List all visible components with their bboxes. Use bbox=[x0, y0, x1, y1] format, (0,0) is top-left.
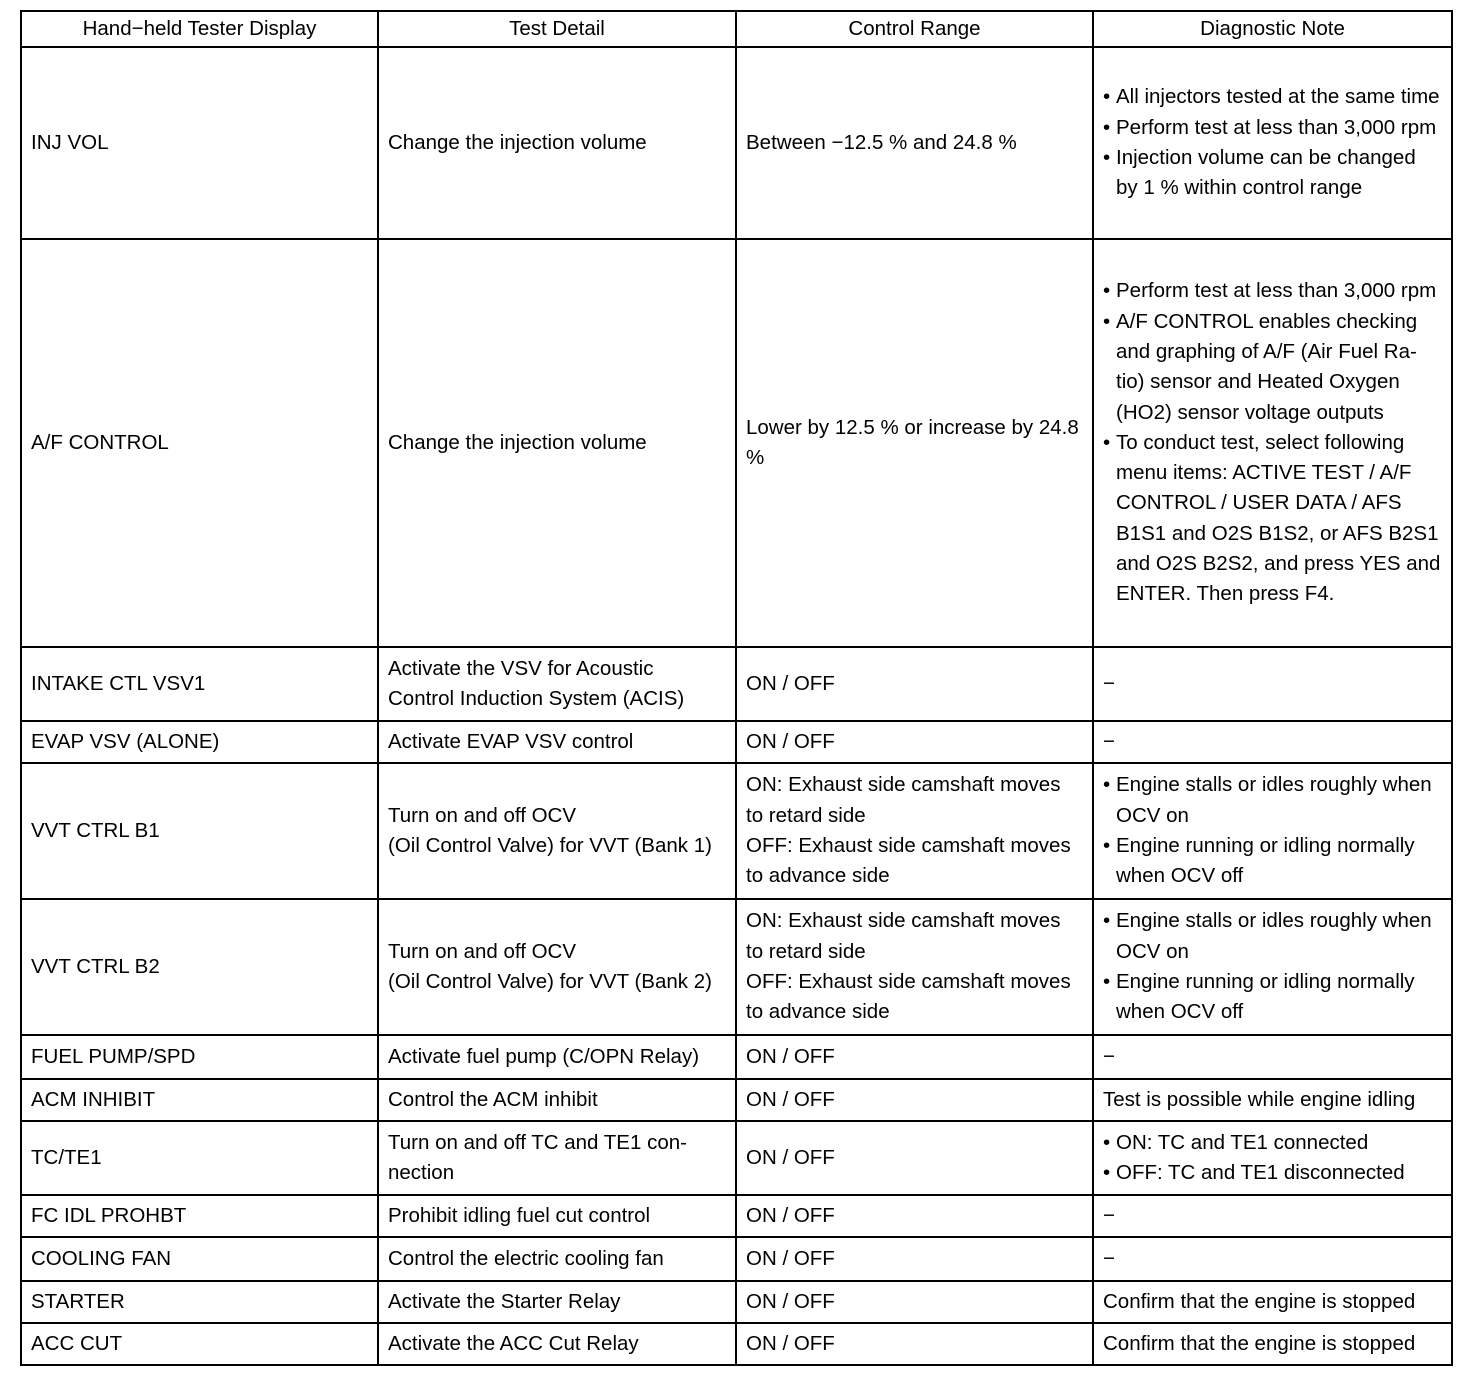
table-row bbox=[21, 47, 1452, 239]
cell-control-range bbox=[736, 1281, 1093, 1323]
detail-line: Control Induction System (ACIS) bbox=[388, 687, 685, 710]
detail-line: Change the injection volume bbox=[388, 430, 647, 454]
range-line: ON / OFF bbox=[746, 1331, 835, 1355]
detail-line: (Oil Control Valve) for VVT (Bank 1) bbox=[388, 834, 712, 857]
note-item: • Injection volume can be changed by 1 % within control range bbox=[1103, 143, 1442, 204]
header-row bbox=[21, 11, 1452, 47]
cell-diagnostic-note: − bbox=[1093, 1195, 1452, 1237]
note-list bbox=[1103, 770, 1442, 891]
table-row bbox=[21, 899, 1452, 1035]
cell-diagnostic-note: Test is possible while engine idling bbox=[1093, 1079, 1452, 1121]
range-line: ON: Exhaust side camshaft moves to retard side bbox=[746, 909, 1061, 963]
note-item: • Engine stalls or idles roughly when OCV on bbox=[1103, 770, 1442, 831]
table-row bbox=[21, 1121, 1452, 1195]
detail-line: Activate the ACC Cut Relay bbox=[388, 1331, 639, 1355]
cell-diagnostic-note: − bbox=[1093, 1237, 1452, 1281]
note-item: • Perform test at less than 3,000 rpm bbox=[1103, 276, 1442, 306]
table-row bbox=[21, 1035, 1452, 1079]
cell-test-detail bbox=[378, 47, 736, 239]
cell-diagnostic-note bbox=[1093, 47, 1452, 239]
range-line: ON / OFF bbox=[746, 1145, 835, 1169]
detail-line: Turn on and off OCV bbox=[388, 939, 577, 963]
cell-control-range bbox=[736, 647, 1093, 721]
range-line: OFF: Exhaust side camshaft moves to advance side bbox=[746, 970, 1071, 1024]
detail-line: Activate fuel pump (C/OPN Relay) bbox=[388, 1044, 700, 1068]
cell-control-range bbox=[736, 721, 1093, 763]
cell-test-detail bbox=[378, 721, 736, 763]
cell-diagnostic-note: Confirm that the engine is stopped bbox=[1093, 1323, 1452, 1365]
range-line: ON / OFF bbox=[746, 729, 835, 753]
range-line: ON / OFF bbox=[746, 1087, 835, 1111]
table-row bbox=[21, 721, 1452, 763]
table-row bbox=[21, 1281, 1452, 1323]
table-row bbox=[21, 763, 1452, 899]
cell-control-range bbox=[736, 1195, 1093, 1237]
cell-test-detail bbox=[378, 1121, 736, 1195]
range-line: Between −12.5 % and 24.8 % bbox=[746, 130, 1017, 154]
detail-line: Activate the VSV for Acoustic bbox=[388, 656, 654, 680]
cell-diagnostic-note bbox=[1093, 763, 1452, 899]
note-list bbox=[1103, 82, 1442, 203]
detail-line: Control the ACM inhibit bbox=[388, 1087, 598, 1111]
cell-diagnostic-note: Confirm that the engine is stopped bbox=[1093, 1281, 1452, 1323]
table-row bbox=[21, 647, 1452, 721]
cell-control-range bbox=[736, 1121, 1093, 1195]
cell-display: ACC CUT bbox=[21, 1323, 378, 1365]
cell-test-detail bbox=[378, 239, 736, 647]
cell-diagnostic-note: − bbox=[1093, 1035, 1452, 1079]
cell-test-detail bbox=[378, 1079, 736, 1121]
note-item: • Perform test at less than 3,000 rpm bbox=[1103, 113, 1442, 143]
cell-test-detail bbox=[378, 1323, 736, 1365]
note-item: • ON: TC and TE1 connected bbox=[1103, 1128, 1442, 1158]
cell-display: VVT CTRL B2 bbox=[21, 899, 378, 1035]
range-line: OFF: Exhaust side camshaft moves to advance side bbox=[746, 834, 1071, 888]
cell-control-range bbox=[736, 899, 1093, 1035]
note-list bbox=[1103, 1128, 1442, 1189]
table-row bbox=[21, 1323, 1452, 1365]
cell-test-detail bbox=[378, 1035, 736, 1079]
cell-test-detail bbox=[378, 647, 736, 721]
cell-display: TC/TE1 bbox=[21, 1121, 378, 1195]
cell-display: INTAKE CTL VSV1 bbox=[21, 647, 378, 721]
range-line: ON / OFF bbox=[746, 1289, 835, 1313]
cell-test-detail bbox=[378, 763, 736, 899]
cell-display: FC IDL PROHBT bbox=[21, 1195, 378, 1237]
detail-line: (Oil Control Valve) for VVT (Bank 2) bbox=[388, 970, 712, 993]
cell-diagnostic-note bbox=[1093, 239, 1452, 647]
cell-control-range bbox=[736, 1237, 1093, 1281]
range-line: ON / OFF bbox=[746, 671, 835, 695]
cell-display: COOLING FAN bbox=[21, 1237, 378, 1281]
cell-control-range bbox=[736, 1035, 1093, 1079]
cell-display: FUEL PUMP/SPD bbox=[21, 1035, 378, 1079]
active-test-table bbox=[20, 10, 1453, 1366]
cell-control-range bbox=[736, 239, 1093, 647]
cell-control-range bbox=[736, 1079, 1093, 1121]
cell-test-detail bbox=[378, 1195, 736, 1237]
header-test-detail: Test Detail bbox=[378, 11, 736, 47]
note-item: • Engine running or idling normally when OCV off bbox=[1103, 967, 1442, 1028]
cell-control-range bbox=[736, 763, 1093, 899]
cell-display: INJ VOL bbox=[21, 47, 378, 239]
note-list bbox=[1103, 276, 1442, 609]
cell-display: STARTER bbox=[21, 1281, 378, 1323]
table-body bbox=[21, 47, 1452, 1365]
cell-control-range bbox=[736, 1323, 1093, 1365]
range-line: ON / OFF bbox=[746, 1246, 835, 1270]
cell-display: ACM INHIBIT bbox=[21, 1079, 378, 1121]
cell-display: VVT CTRL B1 bbox=[21, 763, 378, 899]
range-line: ON / OFF bbox=[746, 1203, 835, 1227]
cell-display: A/F CONTROL bbox=[21, 239, 378, 647]
range-line: ON / OFF bbox=[746, 1044, 835, 1068]
header-diagnostic-note: Diagnostic Note bbox=[1093, 11, 1452, 47]
note-item: • All injectors tested at the same time bbox=[1103, 82, 1442, 112]
note-item: • A/F CONTROL enables checking and graphing of A/F (Air Fuel Ra-tio) sensor and Heated Oxygen (HO2) sensor voltage outputs bbox=[1103, 307, 1442, 428]
table-row bbox=[21, 1079, 1452, 1121]
cell-diagnostic-note bbox=[1093, 1121, 1452, 1195]
range-line: ON: Exhaust side camshaft moves to retard side bbox=[746, 773, 1061, 827]
header-display: Hand−held Tester Display bbox=[21, 11, 378, 47]
detail-line: Change the injection volume bbox=[388, 130, 647, 154]
cell-test-detail bbox=[378, 899, 736, 1035]
cell-diagnostic-note: − bbox=[1093, 721, 1452, 763]
note-item: • Engine stalls or idles roughly when OCV on bbox=[1103, 906, 1442, 967]
cell-control-range bbox=[736, 47, 1093, 239]
cell-diagnostic-note: − bbox=[1093, 647, 1452, 721]
note-item: • To conduct test, select following menu items: ACTIVE TEST / A/F CONTROL / USER DATA / AFS B1S1 and O2S B1S2, or AFS B2S1 and O2S B2S2, and press YES and ENTER. Then press F4. bbox=[1103, 428, 1442, 610]
detail-line: Control the electric cooling fan bbox=[388, 1246, 664, 1270]
table-row bbox=[21, 239, 1452, 647]
detail-line: Activate EVAP VSV control bbox=[388, 729, 634, 753]
cell-diagnostic-note bbox=[1093, 899, 1452, 1035]
table-row bbox=[21, 1195, 1452, 1237]
note-item: • OFF: TC and TE1 disconnected bbox=[1103, 1158, 1442, 1188]
note-list bbox=[1103, 906, 1442, 1027]
note-item: • Engine running or idling normally when OCV off bbox=[1103, 831, 1442, 892]
header-control-range: Control Range bbox=[736, 11, 1093, 47]
detail-line: Turn on and off OCV bbox=[388, 803, 577, 827]
cell-test-detail bbox=[378, 1237, 736, 1281]
table-row bbox=[21, 1237, 1452, 1281]
detail-line: Activate the Starter Relay bbox=[388, 1289, 621, 1313]
range-line: Lower by 12.5 % or increase by 24.8 % bbox=[746, 415, 1079, 469]
cell-test-detail bbox=[378, 1281, 736, 1323]
cell-display: EVAP VSV (ALONE) bbox=[21, 721, 378, 763]
detail-line: Prohibit idling fuel cut control bbox=[388, 1203, 651, 1227]
detail-line: Turn on and off TC and TE1 con-nection bbox=[388, 1130, 687, 1184]
